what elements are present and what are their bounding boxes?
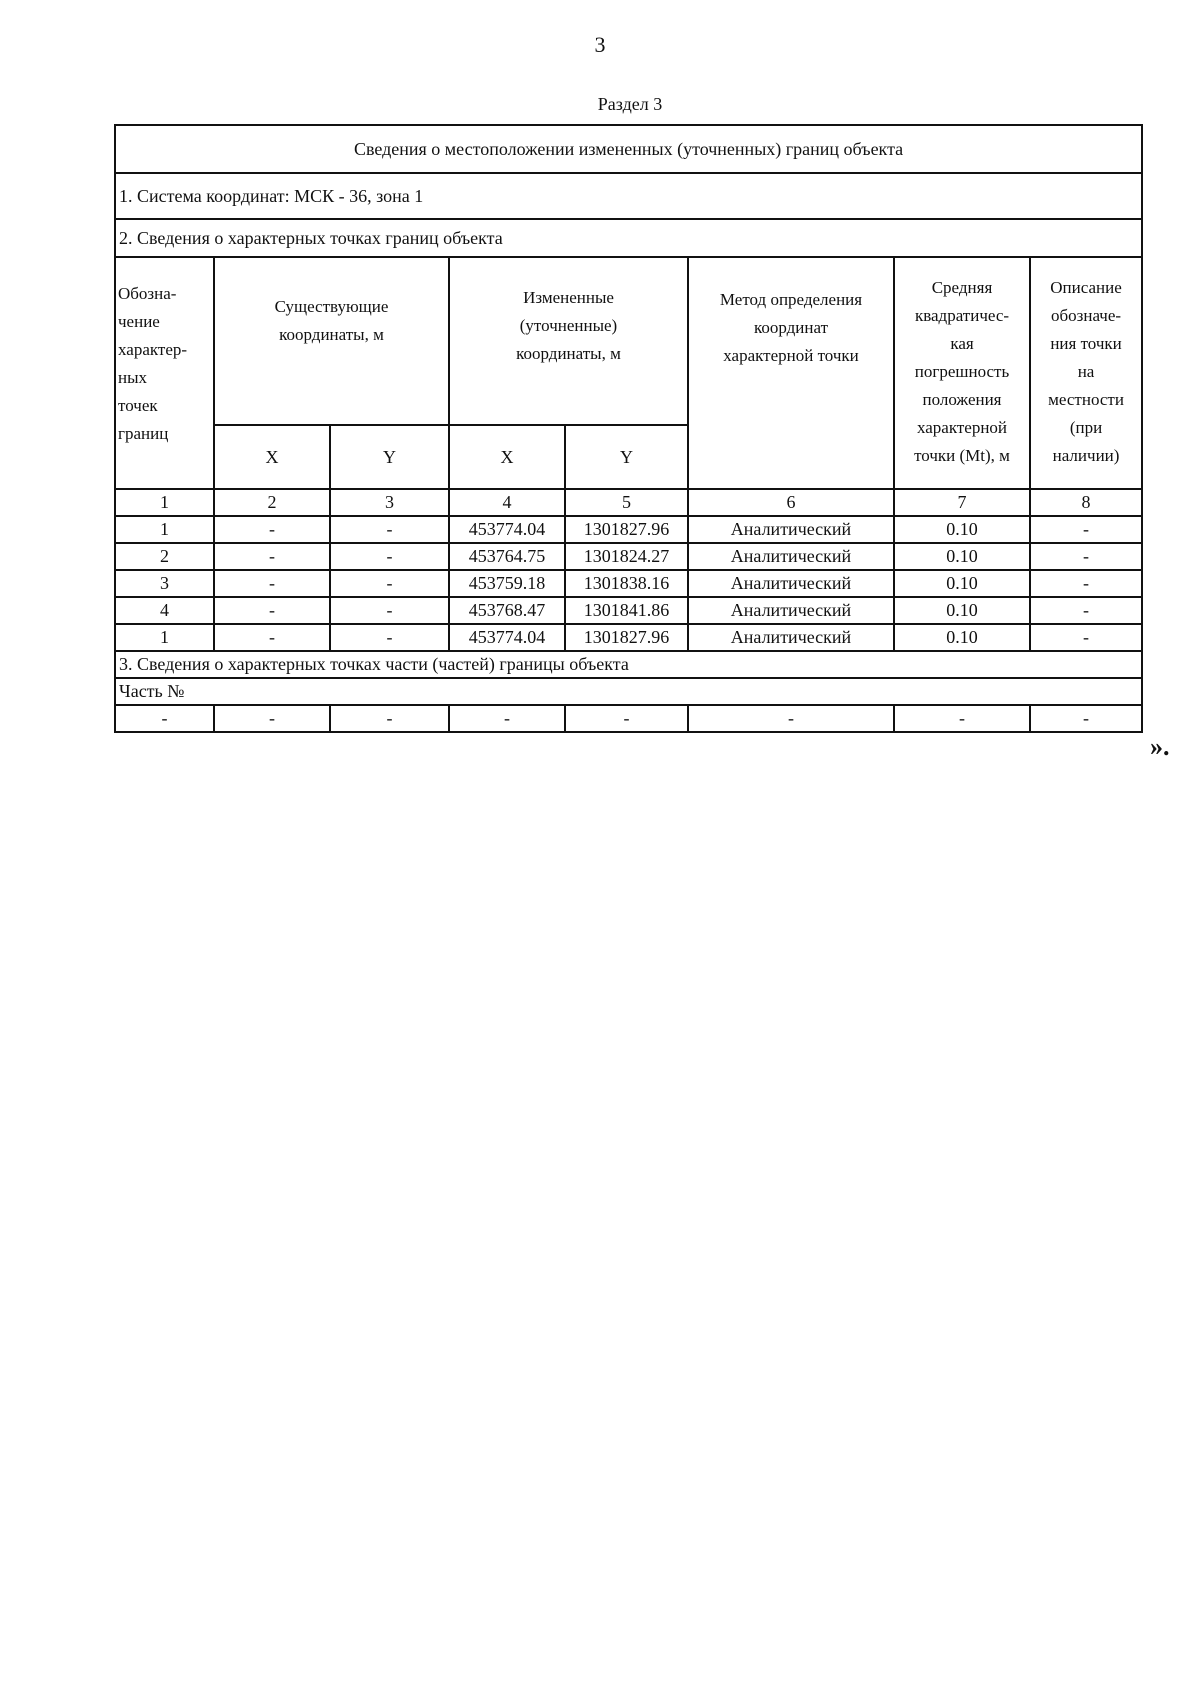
- changed-y: 1301827.96: [565, 516, 688, 543]
- existing-y: -: [330, 543, 449, 570]
- changed-y: 1301824.27: [565, 543, 688, 570]
- column-number: 5: [565, 489, 688, 516]
- header-designation: Обозна- чение характер- ных точек границ: [115, 257, 214, 489]
- mean-error: 0.10: [894, 624, 1030, 651]
- method: Аналитический: [688, 597, 894, 624]
- method: Аналитический: [688, 516, 894, 543]
- mean-error: 0.10: [894, 597, 1030, 624]
- existing-x: -: [214, 543, 330, 570]
- header-changed-y: Y: [565, 425, 688, 489]
- parts-heading: 3. Сведения о характерных точках части (частей) границы объекта: [115, 651, 1142, 678]
- existing-y: -: [330, 570, 449, 597]
- existing-y: -: [330, 516, 449, 543]
- table-row: [115, 543, 1142, 570]
- header-changed-x: X: [449, 425, 565, 489]
- header-mean-error: Средняя квадратичес- кая погрешность положения характерной точки (Mt), м: [894, 257, 1030, 489]
- table-row: [115, 597, 1142, 624]
- changed-x: 453774.04: [449, 516, 565, 543]
- point-designation: 4: [115, 597, 214, 624]
- column-number: 1: [115, 489, 214, 516]
- table-row: [115, 570, 1142, 597]
- changed-x: 453774.04: [449, 624, 565, 651]
- description: -: [1030, 516, 1142, 543]
- column-number: 4: [449, 489, 565, 516]
- point-designation: 2: [115, 543, 214, 570]
- description: -: [1030, 624, 1142, 651]
- header-changed-coords: Измененные (уточненные) координаты, м: [449, 257, 688, 425]
- empty-cell: -: [894, 705, 1030, 732]
- changed-y: 1301841.86: [565, 597, 688, 624]
- method: Аналитический: [688, 543, 894, 570]
- empty-cell: -: [214, 705, 330, 732]
- mean-error: 0.10: [894, 516, 1030, 543]
- empty-cell: -: [1030, 705, 1142, 732]
- table-row: [115, 705, 1142, 732]
- changed-x: 453764.75: [449, 543, 565, 570]
- closing-quote-mark: ».: [1150, 732, 1170, 761]
- point-designation: 3: [115, 570, 214, 597]
- header-existing-coords: Существующие координаты, м: [214, 257, 449, 425]
- existing-x: -: [214, 570, 330, 597]
- column-number: 7: [894, 489, 1030, 516]
- existing-y: -: [330, 597, 449, 624]
- existing-x: -: [214, 516, 330, 543]
- changed-x: 453759.18: [449, 570, 565, 597]
- description: -: [1030, 570, 1142, 597]
- column-number-row: [115, 489, 1142, 516]
- column-number: 6: [688, 489, 894, 516]
- empty-cell: -: [449, 705, 565, 732]
- changed-y: 1301838.16: [565, 570, 688, 597]
- empty-cell: -: [115, 705, 214, 732]
- method: Аналитический: [688, 570, 894, 597]
- point-designation: 1: [115, 516, 214, 543]
- mean-error: 0.10: [894, 570, 1030, 597]
- page-number: 3: [594, 32, 606, 57]
- point-designation: 1: [115, 624, 214, 651]
- changed-x: 453768.47: [449, 597, 565, 624]
- table-row: [115, 624, 1142, 651]
- section-label: Раздел 3: [597, 94, 663, 114]
- header-existing-y: Y: [330, 425, 449, 489]
- changed-y: 1301827.96: [565, 624, 688, 651]
- column-number: 2: [214, 489, 330, 516]
- header-description: Описание обозначе- ния точки на местности (при наличии): [1030, 257, 1142, 489]
- existing-x: -: [214, 624, 330, 651]
- coordinate-system: 1. Система координат: МСК - 36, зона 1: [115, 173, 1142, 219]
- description: -: [1030, 543, 1142, 570]
- table-title: Сведения о местоположении измененных (уточненных) границ объекта: [115, 125, 1142, 173]
- points-heading: 2. Сведения о характерных точках границ объекта: [115, 219, 1142, 257]
- existing-y: -: [330, 624, 449, 651]
- method: Аналитический: [688, 624, 894, 651]
- column-number: 3: [330, 489, 449, 516]
- header-existing-x: X: [214, 425, 330, 489]
- header-method: Метод определения координат характерной точки: [688, 257, 894, 489]
- column-number: 8: [1030, 489, 1142, 516]
- empty-cell: -: [330, 705, 449, 732]
- table-row: [115, 516, 1142, 543]
- empty-cell: -: [688, 705, 894, 732]
- part-number-label: Часть №: [115, 678, 1142, 705]
- empty-cell: -: [565, 705, 688, 732]
- mean-error: 0.10: [894, 543, 1030, 570]
- boundary-table: [114, 124, 1143, 733]
- description: -: [1030, 597, 1142, 624]
- existing-x: -: [214, 597, 330, 624]
